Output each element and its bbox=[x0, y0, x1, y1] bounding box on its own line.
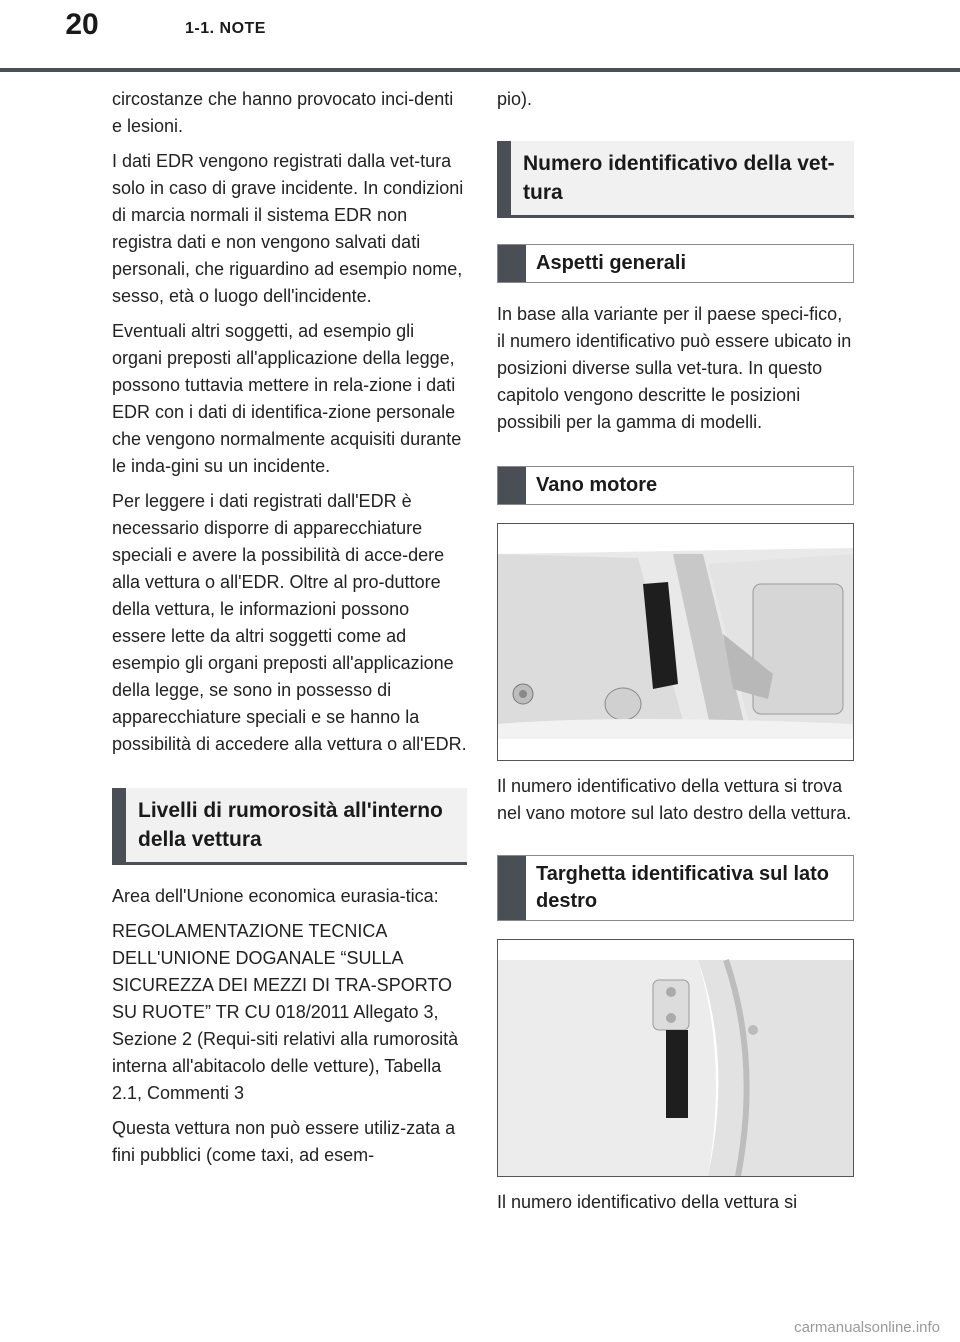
paragraph: In base alla variante per il paese speci-fico, il numero identificativo può essere ubicato in posizioni diverse sulla vet-tura. In questo capitolo vengono descritte le posizioni possibili per la gamma di modelli. bbox=[497, 304, 852, 432]
subheading-general: Aspetti generali bbox=[497, 244, 854, 283]
page-header bbox=[0, 0, 960, 74]
subheading-right-side-plate: Targhetta identificativa sul lato destro bbox=[497, 855, 854, 921]
section-heading-vehicle-id: Numero identificativo della vet-tura bbox=[497, 141, 854, 218]
engine-bay-illustration bbox=[497, 523, 854, 761]
section-heading-noise-levels: Livelli di rumorosità all'interno della vettura bbox=[112, 788, 467, 865]
paragraph: Area dell'Unione economica eurasia-tica: bbox=[112, 886, 439, 906]
right-column bbox=[497, 86, 854, 1224]
chapter-title: 1-1. NOTE bbox=[185, 20, 266, 37]
paragraph: I dati EDR vengono registrati dalla vet-tura solo in caso di grave incidente. In condizioni di marcia normali il sistema EDR non registra dati e non vengono salvati dati personali, che riguardino ad esempio nome, sesso, età o luogo dell'incidente. bbox=[112, 151, 464, 306]
engine-bay-drawing bbox=[498, 524, 853, 760]
paragraph: Il numero identificativo della vettura si bbox=[497, 1192, 798, 1212]
paragraph: REGOLAMENTAZIONE TECNICA DELL'UNIONE DOGANALE “SULLA SICUREZZA DEI MEZZI DI TRA-SPORTO SU RUOTE” TR CU 018/2011 Allegato 3, Sezione 2 (Requi-siti relativi alla rumorosità interna all'abitacolo delle vetture), Tabella 2.1, Commenti 3 bbox=[112, 921, 459, 1103]
door-pillar-drawing bbox=[498, 940, 853, 1176]
paragraph: pio). bbox=[497, 89, 533, 109]
paragraph: circostanze che hanno provocato inci-denti e lesioni. bbox=[112, 89, 454, 136]
paragraph: Eventuali altri soggetti, ad esempio gli organi preposti all'applicazione della legge, possono tuttavia mettere in rela-zione i dati EDR con i dati di identifica-zione personale che vengono normalmente acquisiti durante le inda-gini su un incidente. bbox=[112, 321, 462, 476]
door-pillar-illustration bbox=[497, 939, 854, 1177]
watermark: carmanualsonline.info bbox=[794, 1319, 940, 1336]
page-number: 20 bbox=[65, 8, 99, 41]
left-column bbox=[112, 86, 467, 1177]
subheading-engine-bay: Vano motore bbox=[497, 466, 854, 505]
paragraph: Il numero identificativo della vettura si trova nel vano motore sul lato destro della vettura. bbox=[497, 776, 852, 823]
paragraph: Questa vettura non può essere utiliz-zata a fini pubblici (come taxi, ad esem- bbox=[112, 1118, 456, 1165]
paragraph: Per leggere i dati registrati dall'EDR è necessario disporre di apparecchiature speciali e avere la possibilità di acce-dere alla vettura o all'EDR. Oltre al pro-duttore della vettura, le informazioni possono essere lette da altri soggetti come ad esempio gli organi preposti all'applicazione della legge, se sono in possesso di apparecchiature speciali e se hanno la possibilità di accedere alla vettura o all'EDR. bbox=[112, 491, 467, 754]
header-rule bbox=[0, 68, 960, 72]
